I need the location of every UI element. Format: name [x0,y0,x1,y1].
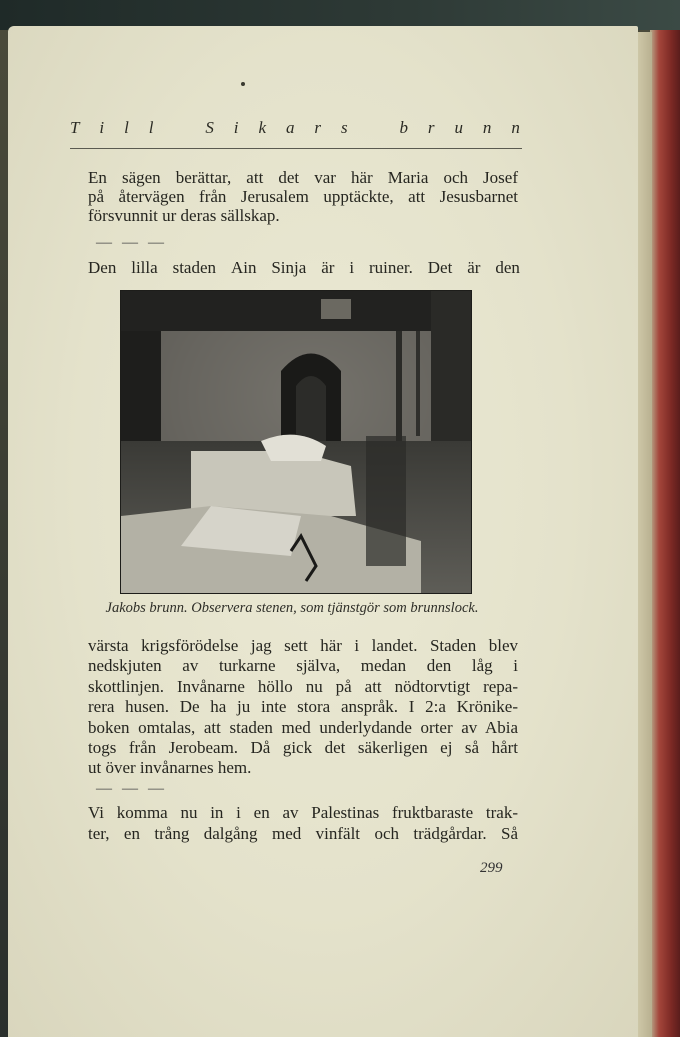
book-cover-edge [650,30,680,1037]
text-line: togs från Jerobeam. Då gick det säkerligen ej så hårt [88,738,518,758]
text-line: En sägen berättar, att det var här Maria och Josef [88,168,518,187]
paragraph-1 [88,168,518,225]
text-line: på återvägen från Jerusalem upptäckte, att Jesusbarnet [88,187,518,206]
well-photograph [120,290,472,594]
word: staden [172,258,217,277]
text-line: nedskjuten av turkarne själva, medan den låg i [88,656,518,676]
paragraph-3 [88,636,518,779]
running-head-letter: b [399,118,408,137]
running-head-letter: r [314,118,322,137]
running-head-letter: k [258,118,267,137]
word: i [349,258,355,277]
page-number: 299 [480,860,503,876]
text-line: boken omtalas, att staden med underlydande orter av Abia [88,717,518,737]
word: Ain [230,258,257,277]
paragraph-2-line [88,258,520,278]
text-line: värsta krigsförödelse jag sett här i landet. Staden blev [88,636,518,655]
running-head-letter: s [340,118,348,137]
running-head-letter: S [205,118,214,137]
running-head-letter: u [454,118,463,137]
text-line: skottlinjen. Invånarne höllo nu på att nödtorvtigt repa- [88,676,518,696]
word: ruiner. [368,258,413,277]
running-head [70,118,520,142]
word: Det [427,258,453,277]
running-head-letter: l [148,118,154,137]
running-head-letter: T [70,118,80,137]
text-line: ut över invånarnes hem. [88,758,252,778]
text-line: Vi komma nu in i en av Palestinas fruktbaraste trak- [88,803,518,822]
word: den [495,258,520,277]
book-page [8,26,638,1037]
word: lilla [131,258,158,277]
running-head-letter: i [99,118,105,137]
section-separator: — — — [96,780,167,797]
running-head-letter: n [482,118,492,137]
running-head-letter: i [233,118,239,137]
word: är [467,258,481,277]
word: Den [88,258,117,277]
running-head-letter: l [124,118,129,137]
text-line: försvunnit ur deras sällskap. [88,206,280,225]
word: är [321,258,335,277]
ink-speck [241,82,245,86]
running-head-letter: r [427,118,435,137]
running-head-letter: a [285,118,295,137]
header-rule [70,148,522,149]
text-line: ter, en trång dalgång med vinfält och trädgårdar. Så [88,824,518,843]
section-separator: — — — [96,234,167,251]
running-head-letter: n [511,118,520,137]
text-line: rera husen. De ha ju inte stora anspråk. I 2:a Krönike- [88,697,518,717]
photo-well-interior-icon [121,291,471,593]
photo-caption: Jakobs brunn. Observera stenen, som tjänstgör som brunnslock. [105,600,479,616]
paragraph-4 [88,802,518,844]
word: Sinja [271,258,307,277]
